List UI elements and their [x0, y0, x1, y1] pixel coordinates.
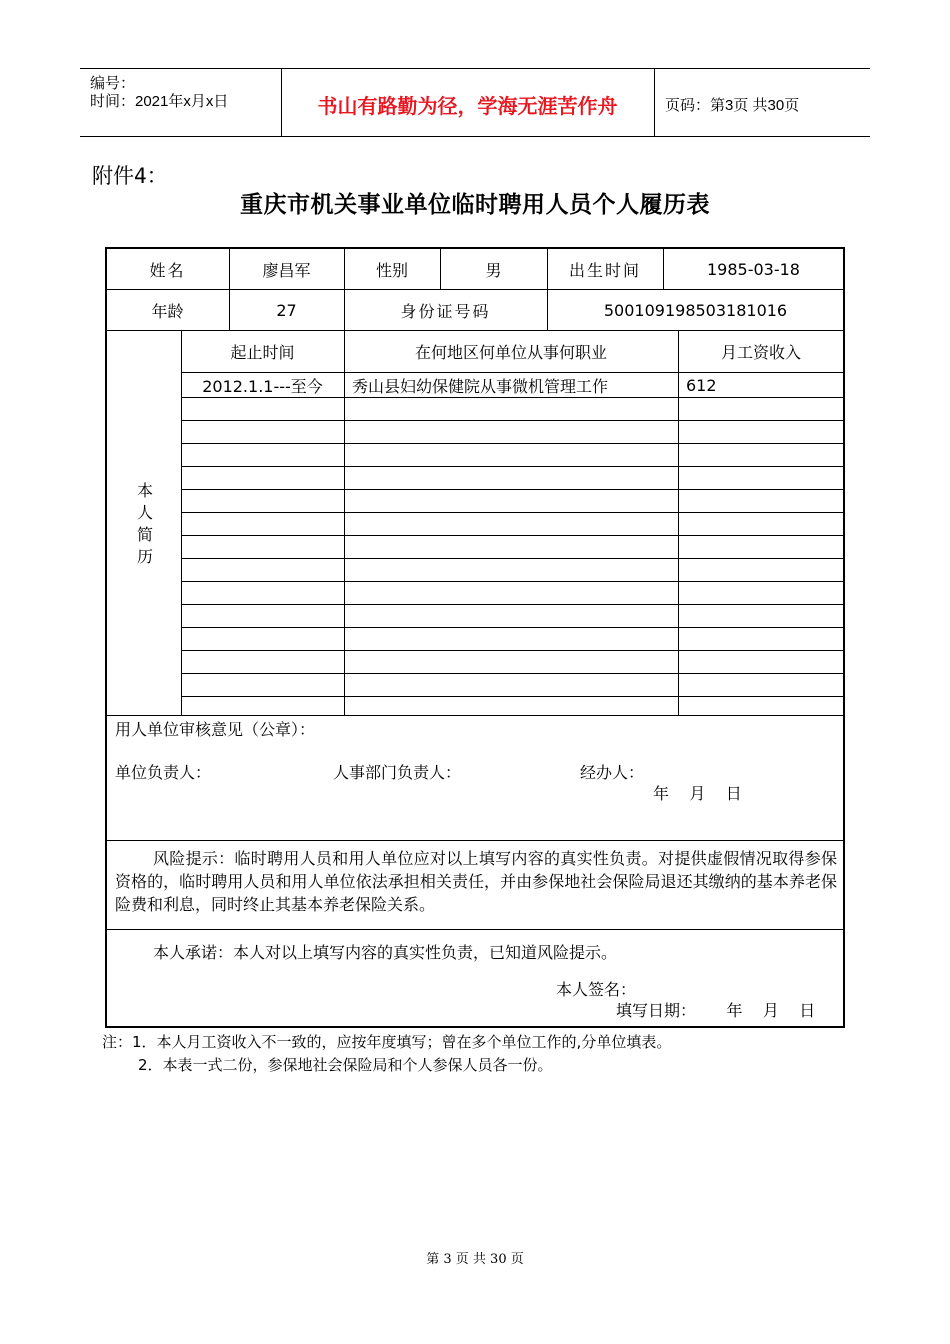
risk-warning-text: 风险提示：临时聘用人员和用人单位应对以上填写内容的真实性负责。对提供虚假情况取得参保资格的，临时聘用人员和用人单位依法承担相关责任，并由参保地社会保险局退还其缴纳的基本养老保险费和利息，同时终止其基本养老保险关系。 [115, 849, 837, 914]
page-title: 重庆市机关事业单位临时聘用人员个人履历表 [240, 191, 710, 218]
page-footer: 第 3 页 共 30 页 [426, 1252, 524, 1267]
resume-row-rule [181, 581, 844, 582]
resume-label-char: 人 [136, 503, 153, 522]
name-value[interactable]: 廖昌军 [262, 260, 311, 280]
resume-row-work[interactable]: 秀山县妇幼保健院从事微机管理工作 [352, 376, 609, 396]
name-label: 姓名 [149, 260, 186, 280]
resume-label-char: 历 [136, 547, 153, 566]
resume-row-rule [181, 466, 844, 467]
page-info: 页码：第3页 共30页 [665, 97, 800, 114]
id-number-label: 身份证号码 [400, 301, 491, 321]
birth-value[interactable]: 1985-03-18 [707, 259, 800, 279]
pledge-text: 本人承诺：本人对以上填写内容的真实性负责，已知道风险提示。 [153, 943, 618, 962]
resume-header-income: 月工资收入 [720, 343, 801, 362]
form-rule [106, 715, 844, 716]
resume-row-income[interactable]: 612 [686, 375, 717, 395]
resume-row-rule [181, 696, 844, 697]
resume-row-rule [181, 558, 844, 559]
unit-head-label: 单位负责人： [115, 763, 212, 782]
hr-head-label: 人事部门负责人： [333, 763, 462, 782]
document-number-label: 编号： [90, 75, 136, 92]
attachment-label: 附件4： [92, 164, 168, 188]
resume-label-char: 本 [136, 481, 153, 500]
resume-row-rule [181, 512, 844, 513]
resume-row-rule [181, 604, 844, 605]
resume-row-period[interactable]: 2012.1.1---至今 [202, 376, 323, 396]
header-divider [654, 68, 655, 136]
form-rule [106, 840, 844, 841]
resume-header-period: 起止时间 [230, 343, 295, 362]
resume-label-char: 简 [136, 525, 153, 544]
resume-header-work: 在何地区何单位从事何职业 [414, 343, 607, 362]
resume-row-rule [181, 397, 844, 398]
gender-value[interactable]: 男 [485, 260, 502, 280]
document-time-label: 时间：2021年x月x日 [90, 93, 229, 110]
fill-date-label: 填写日期： 年 月 日 [616, 1001, 816, 1020]
review-date: 年 月 日 [653, 784, 742, 803]
resume-row-rule [181, 443, 844, 444]
handler-label: 经办人： [580, 763, 645, 782]
resume-row-rule [181, 673, 844, 674]
resume-row-rule [181, 627, 844, 628]
note-1: 注：1．本人月工资收入不一致的，应按年度填写；曾在多个单位工作的,分单位填表。 [102, 1033, 672, 1051]
signature-label: 本人签名： [556, 980, 637, 999]
resume-row-rule [181, 535, 844, 536]
id-number-value[interactable]: 500109198503181016 [603, 300, 788, 320]
resume-row-rule [181, 489, 844, 490]
header-motto: 书山有路勤为径，学海无涯苦作舟 [317, 94, 618, 118]
review-label: 用人单位审核意见（公章）： [115, 720, 316, 739]
header-top-rule [80, 68, 870, 69]
resume-row-rule [181, 420, 844, 421]
age-label: 年龄 [151, 301, 184, 321]
resume-row-rule [181, 650, 844, 651]
birth-label: 出生时间 [568, 260, 641, 280]
form-rule [106, 929, 844, 930]
note-2: 2．本表一式二份，参保地社会保险局和个人参保人员各一份。 [138, 1056, 553, 1074]
age-value[interactable]: 27 [276, 300, 297, 320]
gender-label: 性别 [375, 260, 408, 280]
header-bottom-rule [80, 136, 870, 137]
resume-section-label [130, 480, 160, 568]
